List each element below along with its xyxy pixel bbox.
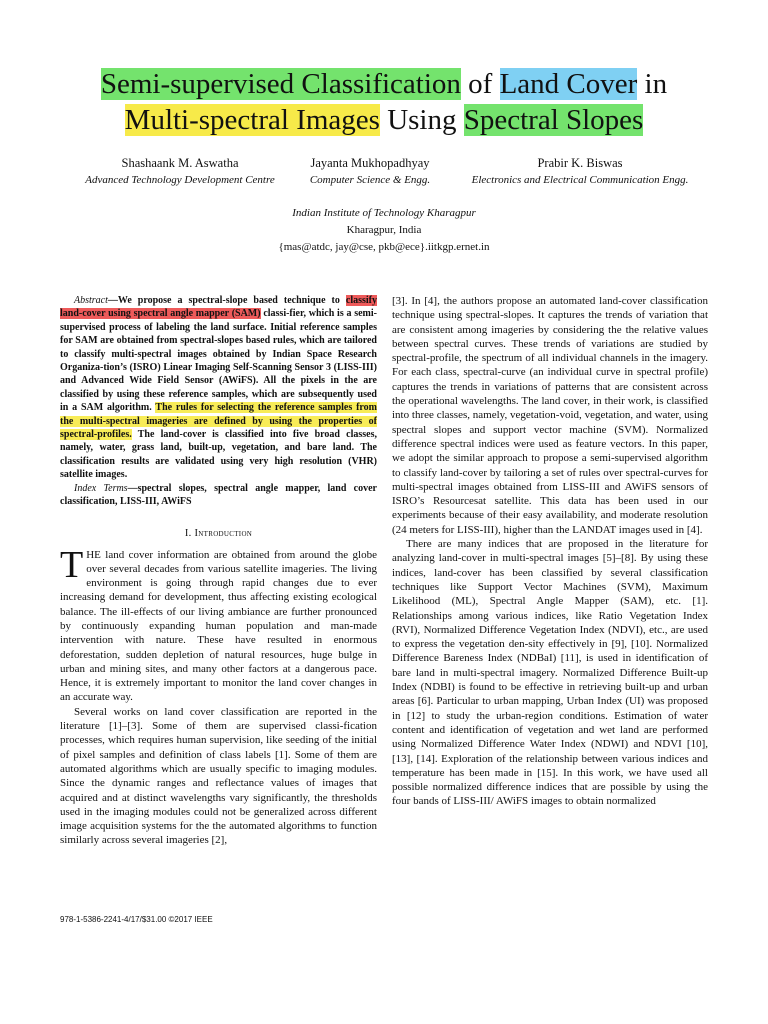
title-line-2: [0, 102, 768, 138]
author-block: [445, 154, 715, 188]
author-name: Jayanta Mukhopadhyay: [310, 156, 430, 170]
author-name: Prabir K. Biswas: [537, 156, 623, 170]
author-affiliation: Computer Science & Engg.: [309, 174, 431, 186]
right-paragraph-1: [3]. In [4], the authors propose an automated land-cover classification technique using spectral-slopes. It captures the trends of variation that are consistent among imageries by considering the the relative values between spectral curves. These trends of variations are studied by spectral-profile, the spectrum of all individual channels in the imagery. For each class, spectral-curve (an individual curve in spectral profile) captures the trends in variations of patterns that are consistent across the operational wavelengths. The land cover, in their work, is classified into three classes, namely, vegetation-void, vegetation, and water, using spectral slopes and support vector machine (SVM). Normalized difference spectral indices were used as feature vectors. In this paper, we adopt the similar approach to propose a semi-supervised algorithm to classify land-cover by tailoring a set of rules over spectral-curves for multi-spectral images obtained from LISS-III and AWiFS sensors of ISRO’s Resourcesat satellite. This data has been used in our experiments because of their easy availability, and moderate resolution (24 meters for LISS-III), higher than the LANDAT images used in [4].: [392, 295, 708, 536]
index-terms-label: Index Terms: [74, 482, 128, 494]
right-paragraph-2: There are many indices that are proposed in the literature for analyzing land-cover in multi-spectral images [5]–[8]. By using these indices, land-cover has been classified by several classification techniques like Support Vector Machines (SVM), Maximum Likelihood (ML), Spectral Angle Mapper (SAM), etc. [1]. Relationships among various indices, like Ratio Vegetation Index (RVI), Normalized Difference Vegetation Index (NDVI), etc., are used to express the vegetation den-sity effectively in [9], [10]. Normalized Difference Bareness Index (NDBaI) [11], is used in identification of bare land in multi-spectral imagery. Normalized Difference Built-up Index (NDBI) is found to be effective in retrieving built-up and urban areas [6]. Particular to urban mapping, Urban Index (UI) was proposed in [12] to study the urban-region conditions. Estimation of water content and identification of vegetation and wet land are performed using Normalized Difference Water Index (NDWI) and NDVI [10], [13], [14]. Exploration of the relationship between various indices and temperature has been made in [15]. In this work, we have used all possible normalized difference indices that are possible by using the four bands of LISS-III/ AWiFS images to obtain normalized: [392, 538, 708, 808]
section-title: Introduction: [194, 527, 253, 539]
abstract-text: We propose a spectral-slope based technique to: [117, 295, 346, 306]
paper-title: [0, 66, 768, 138]
left-column: [60, 294, 377, 848]
right-column: [392, 294, 708, 809]
index-terms: [60, 482, 377, 509]
institution-city: Kharagpur, India: [346, 224, 422, 236]
title-text: Using: [379, 104, 464, 136]
paragraph-text: HE land cover information are obtained from around the globe over several decades from various satellite imageries. The living environment is going through rapid changes due to ever increasing demand for development, thus affecting existing ecological balance. The ill-effects of our living ambiance are further pronounced by continuously expanding human population and man-made intervention with nature. These have resulted in enormous deforestation, sudden depletion of natural resources, huge bulge in urban and mining sites, and many other factors at a dangerous pace. Hence, it is extremely important to monitor the land cover changes in an accurate way.: [60, 548, 377, 704]
author-affiliation: Advanced Technology Development Centre: [85, 174, 275, 186]
title-highlight-yellow: Multi-spectral Images: [124, 104, 380, 136]
title-highlight-green: Spectral Slopes: [463, 104, 644, 136]
intro-paragraph-1: [60, 543, 377, 705]
abstract-highlight-red: classify land-cover using spectral angle mapper (SAM): [60, 295, 377, 320]
abstract: [60, 294, 377, 482]
author-block: [290, 154, 450, 188]
section-heading: [60, 527, 377, 541]
institution-block: [0, 205, 768, 256]
abstract-highlight-yellow: The rules for selecting the reference samples from the multi-spectral imageries are defined by using the properties of spectral-profiles.: [60, 402, 377, 441]
abstract-label: Abstract: [74, 295, 108, 306]
abstract-dash: —: [107, 295, 118, 306]
author-affiliation: Electronics and Electrical Communication Engg.: [471, 174, 689, 186]
drop-cap: T: [60, 543, 84, 586]
intro-paragraph-2: Several works on land cover classification are reported in the literature [1]–[3]. Some of them are supervised classi-fication processes, which requires human supervision, like seeding of the initial of pixel samples and definition of class labels [1]. Some of them are automated algorithms which are usually specific to imaging modules. Since the dynamic ranges and reflectance values of images that acquired and at distinct wavelengths vary significantly, the thresholds used in the imaging modules could not be generalized across different image acquisition systems for the the automated algorithms to function similarly across several imageries [2],: [60, 705, 377, 847]
author-emails: {mas@atdc, jay@cse, pkb@ece}.iitkgp.ernet.in: [278, 241, 490, 253]
title-highlight-blue: Land Cover: [499, 68, 638, 100]
title-text: in: [637, 68, 668, 100]
title-highlight-green: Semi-supervised Classification: [100, 68, 461, 100]
author-name: Shashaank M. Aswatha: [121, 156, 239, 170]
copyright-footer: 978-1-5386-2241-4/17/$31.00 ©2017 IEEE: [60, 915, 213, 924]
index-terms-text: —spectral slopes, spectral angle mapper, land cover classification, LISS-III, AWiFS: [60, 482, 377, 508]
title-line-1: [0, 66, 768, 102]
section-numeral: I.: [184, 527, 195, 539]
abstract-text: The land-cover is classified into five broad classes, namely, water, grass land, built-up, vegetation, and bare land. The classification results are validated using very high resolution (VHR) satellite images.: [60, 429, 377, 481]
abstract-text: classi-fier, which is a semi-supervised process of labeling the land surface. Initial reference samples for SAM are obtained from spectral-slopes based rules, which are tailored to classify multi-spectral images obtained by Indian Space Research Organiza-tion’s (ISRO) Linear Imaging Self-Scanning Sensor 3 (LISS-III) and Advanced Wide Field Sensor (AWiFS). All the pixels in the are classified by using these reference samples, which are subsequently used in a SAM algorithm.: [60, 308, 377, 414]
author-block: [60, 154, 300, 188]
institution-name: Indian Institute of Technology Kharagpur: [292, 207, 476, 219]
title-text: of: [460, 68, 500, 100]
